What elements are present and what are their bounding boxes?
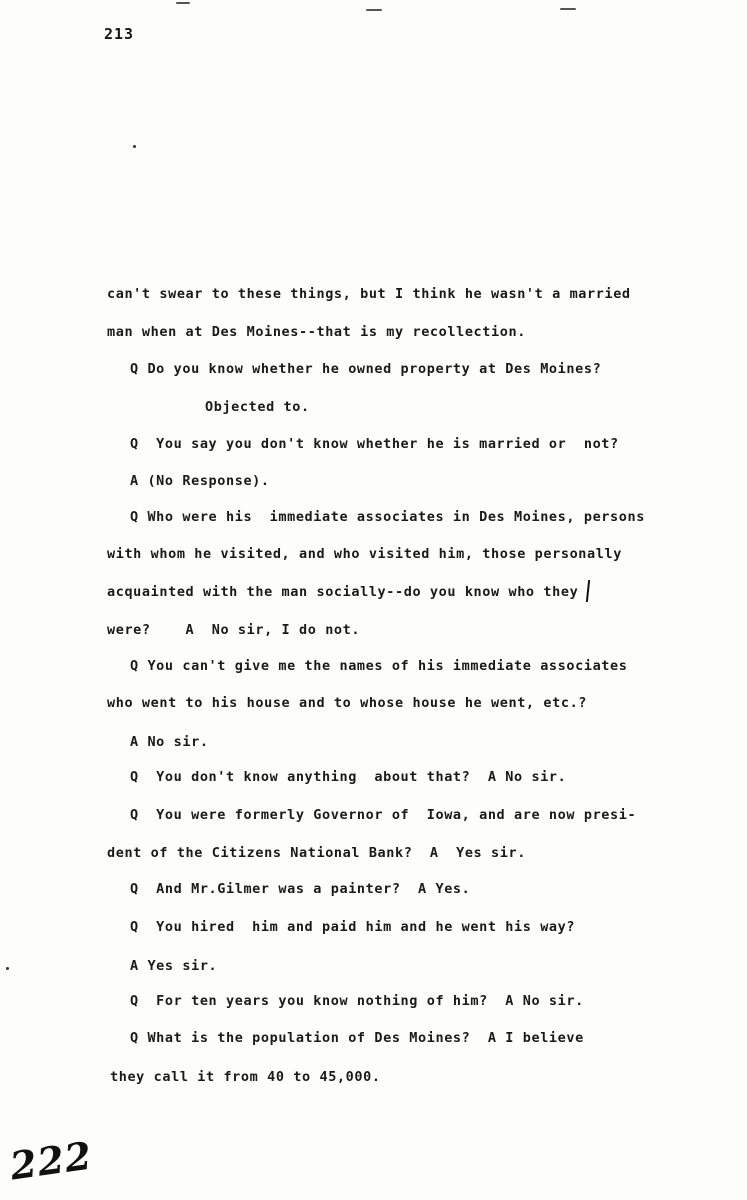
paper-speck-top — [133, 145, 136, 148]
transcript-line-21: Q What is the population of Des Moines? A I believe — [130, 1030, 584, 1046]
page-number: 213 — [104, 25, 135, 43]
transcript-line-2: man when at Des Moines--that is my recollection. — [107, 324, 526, 340]
transcript-line-1: can't swear to these things, but I think he wasn't a married — [107, 286, 631, 302]
transcript-line-15: Q You were formerly Governor of Iowa, and are now presi- — [130, 807, 637, 823]
top-mark-right — [560, 8, 576, 10]
transcript-line-12: who went to his house and to whose house he went, etc.? — [107, 695, 588, 711]
transcript-line-4: Objected to. — [205, 399, 310, 415]
transcript-line-14: Q You don't know anything about that? A No sir. — [130, 769, 567, 785]
transcript-line-9: acquainted with the man socially--do you know who they — [107, 584, 579, 600]
transcript-line-8: with whom he visited, and who visited him, those personally — [107, 546, 622, 562]
transcript-line-3: Q Do you know whether he owned property at Des Moines? — [130, 361, 602, 377]
transcript-line-22: they call it from 40 to 45,000. — [110, 1069, 381, 1085]
transcript-line-19: A Yes sir. — [130, 958, 218, 974]
transcript-line-17: Q And Mr.Gilmer was a painter? A Yes. — [130, 881, 471, 897]
transcript-line-10: were? A No sir, I do not. — [107, 622, 361, 638]
transcript-line-5: Q You say you don't know whether he is married or not? — [130, 436, 619, 452]
transcript-line-11: Q You can't give me the names of his immediate associates — [130, 658, 628, 674]
transcript-line-20: Q For ten years you know nothing of him? A No sir. — [130, 993, 584, 1009]
handwritten-correction-mark — [586, 580, 590, 602]
transcript-line-16: dent of the Citizens National Bank? A Yes sir. — [107, 845, 526, 861]
transcript-line-13: A No sir. — [130, 734, 209, 750]
top-mark-middle — [366, 9, 382, 11]
transcript-line-18: Q You hired him and paid him and he went his way? — [130, 919, 576, 935]
paper-speck-margin — [6, 967, 9, 970]
transcript-line-7: Q Who were his immediate associates in Des Moines, persons — [130, 509, 645, 525]
handwritten-page-number: 222 — [7, 1132, 96, 1189]
top-mark-left — [176, 2, 190, 4]
transcript-line-6: A (No Response). — [130, 473, 270, 489]
